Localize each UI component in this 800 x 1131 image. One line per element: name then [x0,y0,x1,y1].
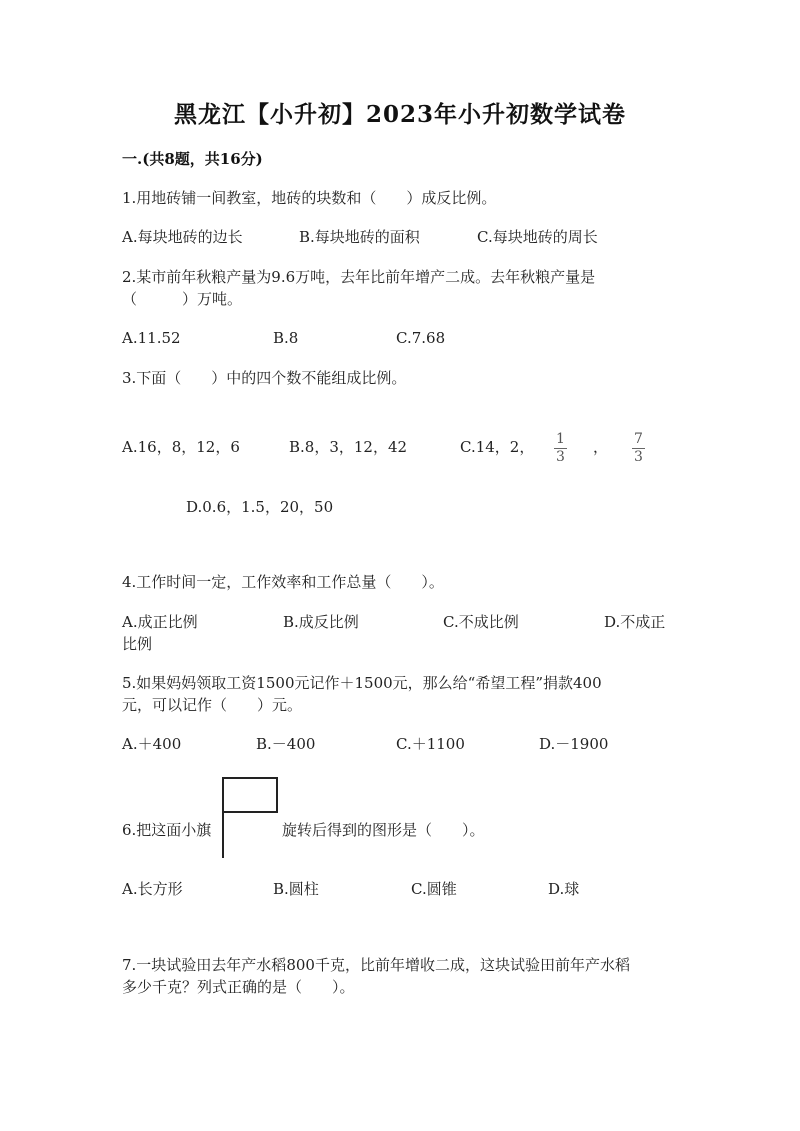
question-6-option-b: B.圆柱 [273,880,319,898]
question-3-option-b: B.8，3，12，42 [289,438,408,456]
question-5-option-c: C.＋1100 [396,735,465,753]
question-3-option-a: A.16，8，12，6 [122,438,240,456]
question-2-option-b: B.8 [273,329,299,347]
question-5-option-d: D.－1900 [539,735,609,753]
question-1-option-b: B.每块地砖的面积 [299,228,420,246]
question-4-option-d: D.不成正 [604,613,666,631]
question-4-option-b: B.成反比例 [283,613,359,631]
question-5-option-b: B.－400 [256,735,316,753]
question-4-option-a: A.成正比例 [122,613,198,631]
fraction-numerator: 1 [556,431,565,447]
fraction-denominator: 3 [634,449,643,465]
question-6-option-c: C.圆锥 [411,880,457,898]
question-3-option-c-separator: ， [593,438,609,456]
page-title: 黑龙江【小升初】2023年小升初数学试卷 [173,101,626,128]
fraction-one-third [554,432,567,465]
question-2-option-c: C.7.68 [396,329,446,347]
question-4-stem: 4.工作时间一定，工作效率和工作总量（ ）。 [122,573,444,591]
question-7-stem-line1: 7.一块试验田去年产水稻800千克，比前年增收二成，这块试验田前年产水稻 [122,956,630,974]
question-1-option-c: C.每块地砖的周长 [477,228,598,246]
question-2-option-a: A.11.52 [122,329,181,347]
question-2-stem-line1: 2.某市前年秋粮产量为9.6万吨，去年比前年增产二成。去年秋粮产量是 [122,268,596,286]
question-5-stem-line1: 5.如果妈妈领取工资1500元记作＋1500元，那么给“希望工程”捐款400 [122,674,602,692]
question-4-option-c: C.不成比例 [443,613,519,631]
question-3-option-c: C.14，2， [460,438,535,456]
section-heading: 一.(共8题，共16分) [122,150,263,168]
question-5-option-a: A.＋400 [122,735,182,753]
question-6-stem-before: 6.把这面小旗 [122,821,212,839]
question-3-stem: 3.下面（ ）中的四个数不能组成比例。 [122,369,407,387]
question-1-stem: 1.用地砖铺一间教室，地砖的块数和（ ）成反比例。 [122,189,497,207]
fraction-numerator: 7 [634,431,643,447]
question-7-stem-line2: 多少千克？列式正确的是（ ）。 [122,978,355,996]
question-2-stem-line2: （ ）万吨。 [122,290,243,308]
question-6-option-d: D.球 [548,880,580,898]
question-4-option-d-wrap: 比例 [122,635,153,653]
flag-figure [222,777,278,859]
question-3-option-d: D.0.6，1.5，20，50 [186,498,334,516]
question-6-stem-after: 旋转后得到的图形是（ ）。 [282,821,485,839]
question-1-option-a: A.每块地砖的边长 [122,228,243,246]
question-6-option-a: A.长方形 [122,880,183,898]
fraction-denominator: 3 [556,449,565,465]
question-5-stem-line2: 元，可以记作（ ）元。 [122,696,303,714]
fraction-seven-thirds [632,432,645,465]
flag-banner [223,778,277,812]
